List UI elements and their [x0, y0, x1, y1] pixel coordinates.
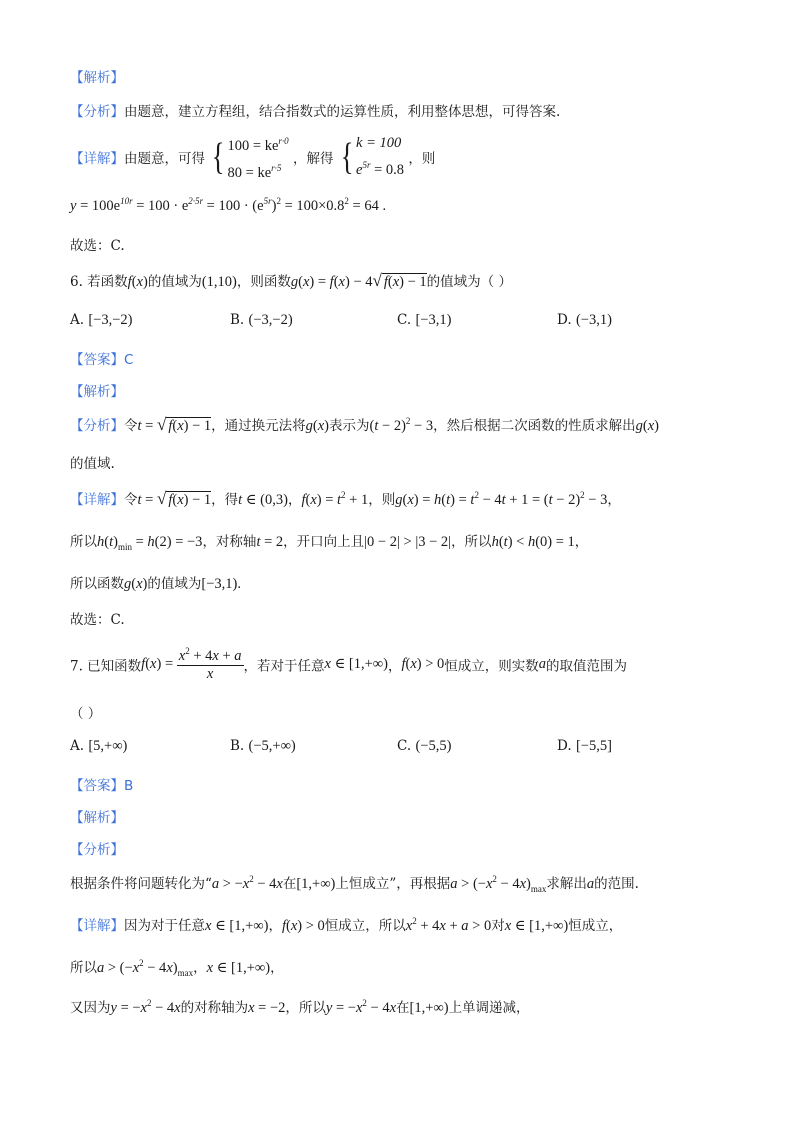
q6-option-b[interactable]: B. (−3,−2): [230, 312, 293, 328]
range-line: 所以函数g(x)的值域为[−3,1).: [70, 576, 241, 592]
detail-line-3c: 又因为$y = -x^2 - 4x$的对称轴为x = −2，所以$y = -x^2 - 4x$在[1,+∞)上单调递减，: [70, 998, 530, 1016]
detail-line-2b: 所以$h(t)_{min} = h(2) = -3$，对称轴t = 2，开口向上且|0 − 2| > |3 − 2|，所以h(t) < h(0) = 1，: [70, 534, 589, 552]
answer-line-1: 故选：C.: [70, 238, 125, 254]
q7-option-c[interactable]: C. (−5,5): [397, 738, 452, 754]
q6-option-a[interactable]: A. [−3,−2): [70, 312, 133, 328]
q7-option-d[interactable]: D. [−5,5]: [557, 738, 612, 754]
question-6-stem: 6. 若函数f(x)的值域为(1,10)，则函数g(x) = f(x) − 4√ f(x) − 1的值域为（ ）: [70, 271, 512, 290]
answer-line-2: 故选：C.: [70, 612, 125, 628]
question-7-stem: 7. 已知函数f(x) = $\frac{x^2 + 4x + a}{x}$ ，若对于任意x ∈ [1,+∞)，f(x) > 0恒成立，则实数a的取值范围为: [70, 646, 628, 682]
question-7-paren: （ ）: [70, 706, 102, 722]
section-jiexi-3: 【解析】: [70, 810, 124, 826]
detail-line-3b: 所以$a > (-x^2 - 4x)_{max}$，x ∈ [1,+∞)，: [70, 958, 284, 978]
analysis-line-2: 【分析】令t = √ f(x) − 1，通过换元法将g(x)表示为$(t - 2)^2 - 3$，然后根据二次函数的性质求解出g(x): [70, 415, 659, 434]
answer-label-6: 【答案】C: [70, 352, 134, 368]
detail-line-3: 【详解】因为对于任意x ∈ [1,+∞)，f(x) > 0恒成立，所以$x^2 + 4x + a > 0$对x ∈ [1,+∞)恒成立，: [70, 916, 623, 934]
answer-label-7: 【答案】B: [70, 778, 134, 794]
analysis-label-3: 【分析】: [70, 842, 124, 858]
detail-line-2: 【详解】令t = √ f(x) − 1，得t ∈ (0,3)，$f(x) = t^2 + 1$，则$g(x) = h(t) = t^2 - 4t + 1 = (t - 2)^2 - 3$，: [70, 489, 621, 508]
q6-option-c[interactable]: C. [−3,1): [397, 312, 452, 328]
equation-system-2: { k = 100 $e^{5r} = 0.8$: [340, 135, 405, 179]
equation-system-1: { $100 = ke^{r\cdot 0}$ $80 = ke^{r\cdot 5}$: [212, 135, 289, 181]
q7-option-b[interactable]: B. (−5,+∞): [230, 738, 296, 754]
analysis-line-2b: 的值域.: [70, 456, 115, 472]
section-jiexi-2: 【解析】: [70, 384, 124, 400]
fraction: $\frac{x^2 + 4x + a}{x}$: [178, 646, 242, 682]
q7-option-a[interactable]: A. [5,+∞): [70, 738, 128, 754]
calculation-line: $y = 100e^{10r} = 100 \cdot e^{2\cdot 5r} = 100 \cdot (e^{5r})^2 = 100\times 0.8^2 = 64$ .: [70, 196, 387, 214]
q6-option-d[interactable]: D. (−3,1): [557, 312, 612, 328]
analysis-line-3: 根据条件将问题转化为“$a > -x^2 - 4x$在[1,+∞)上恒成立”，再根据$a > (-x^2 - 4x)_{max}$求解出a的范围.: [70, 874, 639, 894]
section-jiexi: 【解析】: [70, 70, 124, 86]
analysis-line-1: 【分析】由题意，建立方程组，结合指数式的运算性质，利用整体思想，可得答案.: [70, 104, 561, 120]
detail-line-1: 【详解】由题意，可得 { $100 = ke^{r\cdot 0}$ $80 = ke^{r\cdot 5}$ ，解得 { k = 100 $e^{5r} = 0.8$ ，则: [70, 130, 435, 174]
